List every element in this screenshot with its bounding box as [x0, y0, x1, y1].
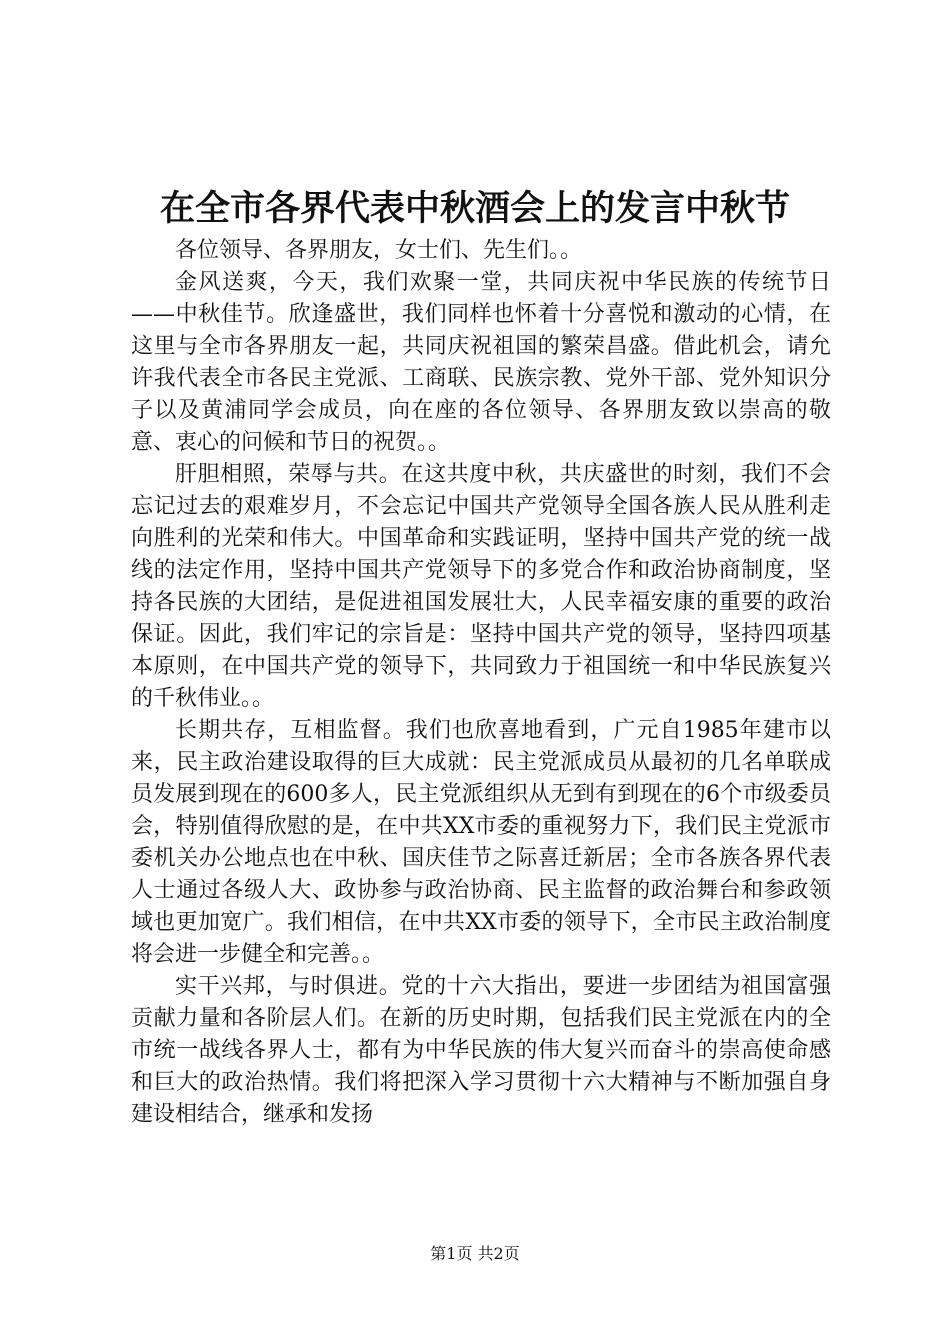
page-number-footer: 第1页 共2页 — [430, 1244, 520, 1263]
paragraph-progress: 实干兴邦，与时俱进。党的十六大指出，要进一步团结为祖国富强贡献力量和各阶层人们。在新的历史时期，包括我们民主党派在内的全市统一战线各界人士，都有为中华民族的伟大复兴而奋斗的崇高使命感和巨大的政治热情。我们将把深入学习贯彻十六大精神与不断加强自身建设相结合，继承和发扬 — [131, 974, 831, 1127]
document-title: 在全市各界代表中秋酒会上的发言中秋节 — [159, 188, 790, 229]
paragraph-festival: 金风送爽，今天，我们欢聚一堂，共同庆祝中华民族的传统节日——中秋佳节。欣逢盛世，我们同样也怀着十分喜悦和激动的心情，在这里与全市各界朋友一起，共同庆祝祖国的繁荣昌盛。借此机会，请允许我代表全市各民主党派、工商联、民族宗教、党外干部、党外知识分子以及黄浦同学会成员，向在座的各位领导、各界朋友致以崇高的敬意、衷心的问候和节日的祝贺。。 — [131, 270, 831, 455]
paragraph-loyalty: 肝胆相照，荣辱与共。在这共度中秋，共庆盛世的时刻，我们不会忘记过去的艰难岁月，不会忘记中国共产党领导全国各族人民从胜利走向胜利的光荣和伟大。中国革命和实践证明，坚持中国共产党的统一战线的法定作用，坚持中国共产党领导下的多党合作和政治协商制度，坚持各民族的大团结，是促进祖国发展壮大，人民幸福安康的重要的政治保证。因此，我们牢记的宗旨是：坚持中国共产党的领导，坚持四项基本原则，在中国共产党的领导下，共同致力于祖国统一和中华民族复兴的千秋伟业。。 — [131, 462, 831, 711]
paragraph-coexistence: 长期共存，互相监督。我们也欣喜地看到，广元自1985年建市以来，民主政治建设取得的巨大成就：民主党派成员从最初的几名单联成员发展到现在的600多人，民主党派组织从无到有到现在的6个市级委员会，特别值得欣慰的是，在中共XX市委的重视努力下，我们民主党派市委机关办公地点也在中秋、国庆佳节之际喜迁新居；全市各族各界代表人士通过各级人大、政协参与政治协商、民主监督的政治舞台和参政领域也更加宽广。我们相信，在中共XX市委的领导下，全市民主政治制度将会进一步健全和完善。。 — [131, 718, 831, 967]
paragraph-greeting: 各位领导、各界朋友，女士们、先生们。。 — [175, 238, 583, 263]
document-body — [131, 235, 831, 1131]
